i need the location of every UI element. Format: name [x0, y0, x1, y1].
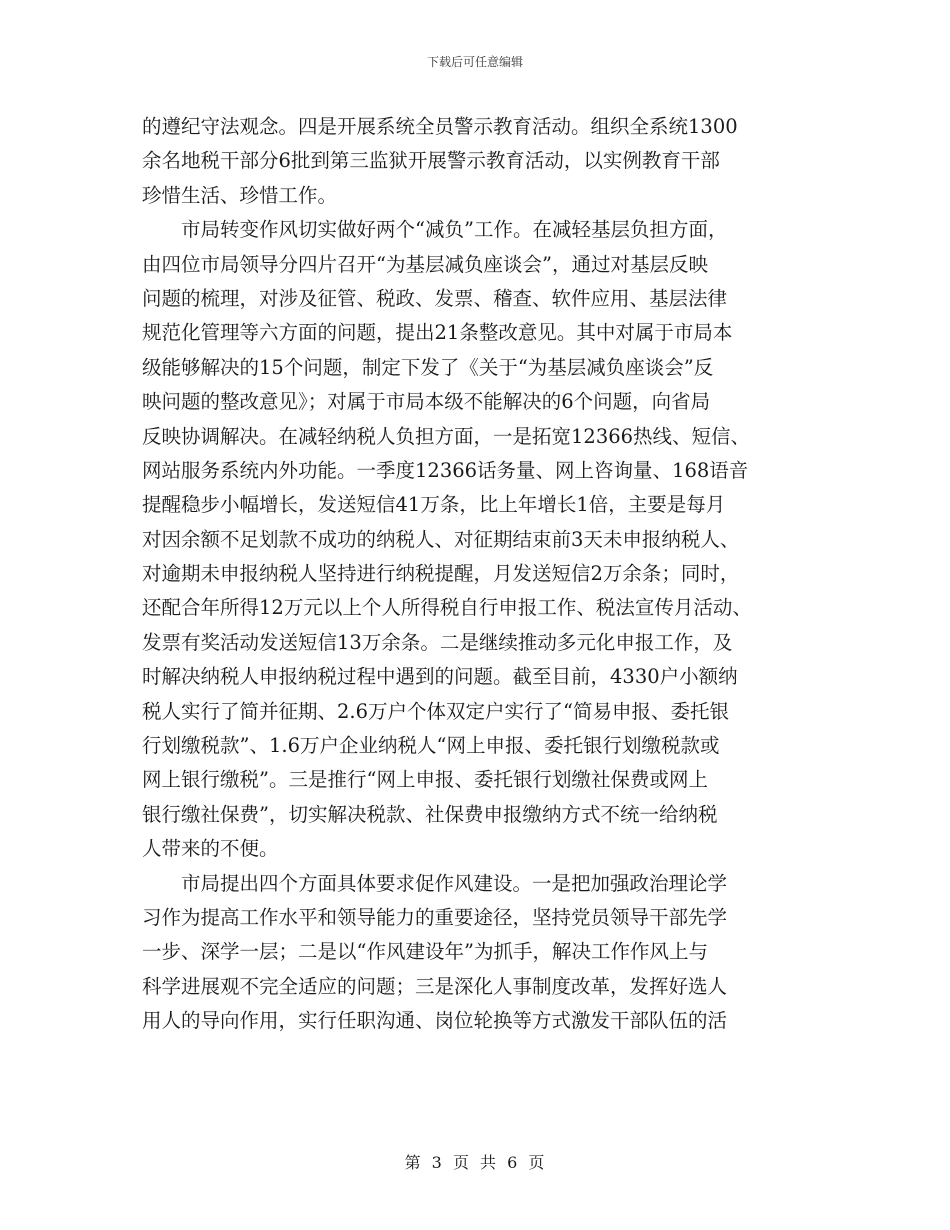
text-line: 的遵纪守法观念。四是开展系统全员警示教育活动。组织全系统1300 [142, 115, 738, 138]
text-line: 反映协调解决。在减轻纳税人负担方面，一是拓宽12366热线、短信、 [142, 424, 751, 448]
text-line: 时解决纳税人申报纳税过程中遇到的问题。截至目前，4330户小额纳 [142, 665, 738, 689]
text-line: 网上银行缴税”。三是推行“网上申报、委托银行划缴社保费或网上 [142, 768, 708, 792]
paragraph-start-line: 市局提出四个方面具体要求促作风建设。一是把加强政治理论学 [142, 871, 728, 895]
page-header: 下载后可任意编辑 [426, 55, 523, 69]
text-line: 还配合年所得12万元以上个人所得税自行申报工作、税法宣传月活动、 [142, 596, 752, 620]
text-line: 用人的导向作用，实行任职沟通、岗位轮换等方式激发干部队伍的活 [142, 1009, 728, 1033]
text-line: 习作为提高工作水平和领导能力的重要途径，坚持党员领导干部先学 [142, 905, 728, 929]
text-line: 发票有奖活动发送短信13万余条。二是继续推动多元化申报工作，及 [142, 630, 733, 654]
text-line: 提醒稳步小幅增长，发送短信41万条，比上年增长1倍，主要是每月 [142, 493, 726, 517]
text-line: 级能够解决的15个问题，制定下发了《关于“为基层减负座谈会”反 [142, 355, 714, 379]
text-line: 对逾期未申报纳税人坚持进行纳税提醒，月发送短信2万余条；同时， [142, 562, 740, 586]
text-line: 税人实行了简并征期、2.6万户个体双定户实行了“简易申报、委托银 [142, 699, 729, 723]
text-line: 对因余额不足划款不成功的纳税人、对征期结束前3天未申报纳税人、 [142, 527, 740, 551]
text-line: 人带来的不便。 [142, 837, 279, 861]
text-line: 行划缴税款”、1.6万户企业纳税人“网上申报、委托银行划缴税款或 [142, 734, 720, 758]
text-line: 规范化管理等六方面的问题，提出21条整改意见。其中对属于市局本 [142, 321, 733, 345]
document-body [142, 110, 822, 1039]
text-line: 网站服务系统内外功能。一季度12366话务量、网上咨询量、168语音 [142, 458, 749, 482]
text-line: 珍惜生活、珍惜工作。 [142, 183, 338, 207]
text-line: 映问题的整改意见》；对属于市局本级不能解决的6个问题，向省局 [142, 390, 711, 414]
paragraph-start-line: 市局转变作风切实做好两个“减负”工作。在减轻基层负担方面， [142, 218, 728, 242]
text-line: 由四位市局领导分四片召开“为基层减负座谈会”，通过对基层反映 [142, 252, 708, 276]
text-line: 余名地税干部分6批到第三监狱开展警示教育活动，以实例教育干部 [142, 149, 720, 173]
page-number-footer: 第 3 页 共 6 页 [404, 1153, 546, 1172]
text-line: 问题的梳理，对涉及征管、税政、发票、稽查、软件应用、基层法律 [142, 286, 728, 310]
text-line: 银行缴社保费”，切实解决税款、社保费申报缴纳方式不统一给纳税 [142, 802, 718, 826]
text-line: 一步、深学一层；二是以“作风建设年”为抓手，解决工作作风上与 [142, 940, 708, 964]
text-line: 科学进展观不完全适应的问题；三是深化人事制度改革，发挥好选人 [142, 974, 728, 998]
